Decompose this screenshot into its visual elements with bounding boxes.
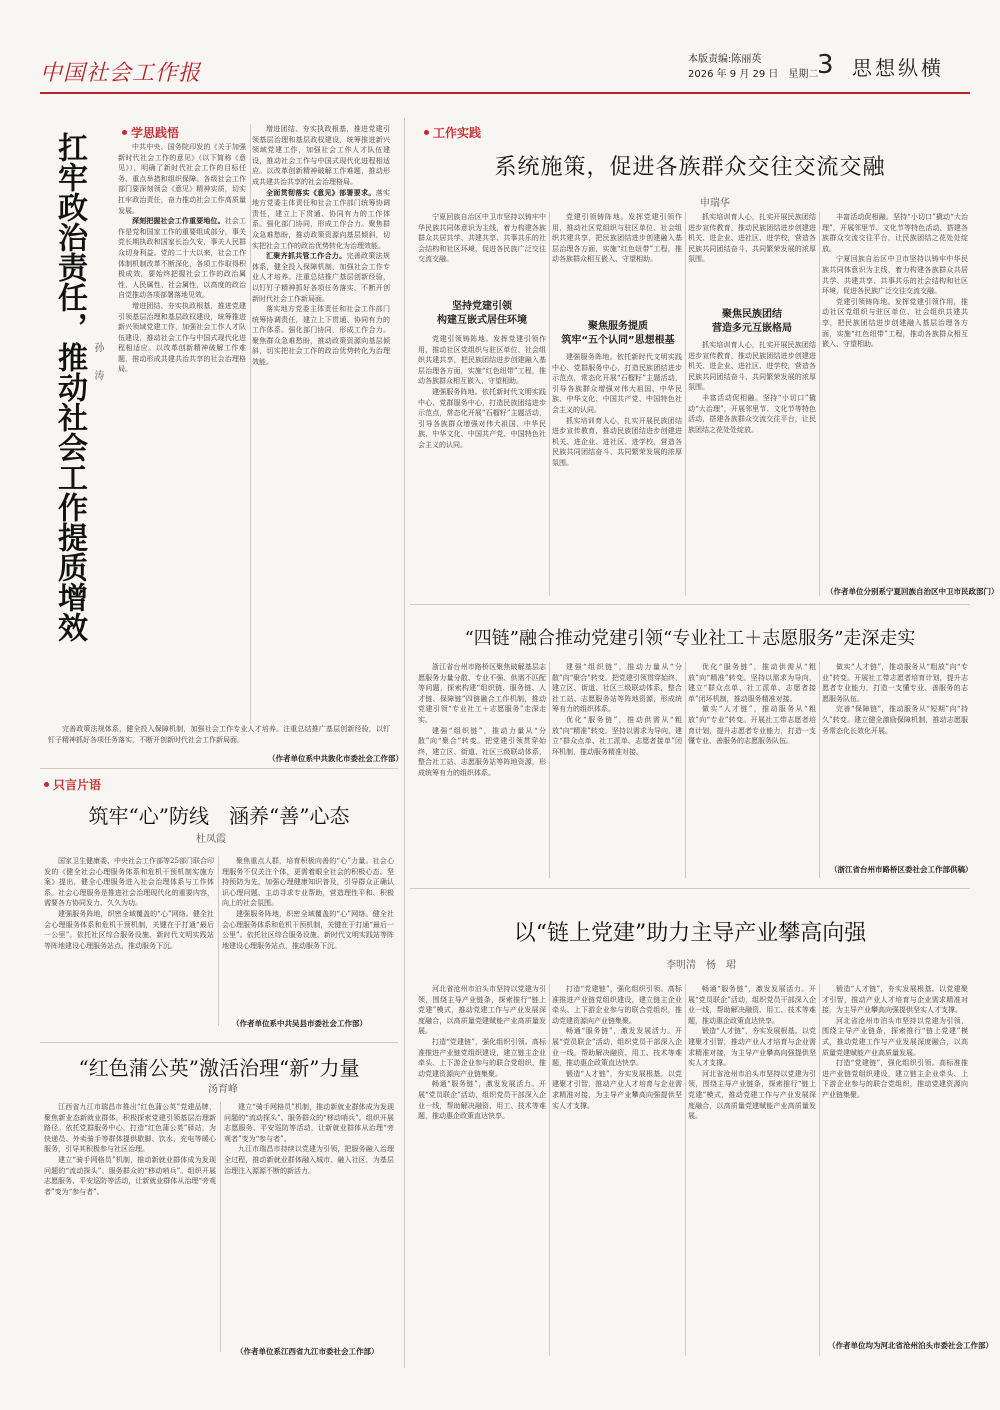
subheading: 深刻把握社会工作重要地位。: [132, 217, 225, 226]
industry-column-3: [688, 984, 816, 1354]
column-title: 思想纵横: [852, 56, 944, 80]
paragraph: 优化“服务链”，推动供需从“粗放”向“精准”转变。坚持以需求为导向，建立“群众点单、社工派单、志愿者接单”闭环机制，推动服务精准对接。: [688, 663, 816, 703]
chain-column-1: [418, 662, 546, 874]
paragraph: 建强服务阵地。依托新时代文明实践中心、党群服务中心，打造民族团结进步示范点，常态化开展“石榴籽”主题活动，引导各族群众增强对伟大祖国、中华民族、中华文化、中国共产党、中国特色社会主义的认同。: [418, 387, 546, 449]
paragraph: 建立“骑手网格员”机制，推动新就业群体成为发现问题的“流动探头”、服务群众的“移动哨兵”。组织开展志愿服务、平安巡防等活动，让新就业群体从治理“旁观者”变为“参与者”。: [224, 1103, 394, 1143]
paragraph: 打造“党建链”，强化组织引领。高标准推进产业链党组织建设，建立链主企业牵头、上下游企业参与的联合党组织，推动党建资源向产业链集聚。: [552, 985, 682, 1025]
section-tag-practice: 工作实践: [424, 124, 481, 141]
page-divider: [404, 118, 405, 1368]
practice-column-1: [418, 334, 546, 594]
paragraph: 畅通“服务链”，激发发展活力。开展“党员联企”活动，组织党员干部深入企业一线，帮助解决融资、用工、技术等难题，推动惠企政策直达快享。: [418, 1080, 546, 1121]
left-column-2: [252, 124, 390, 724]
speak-column-4: [224, 1102, 394, 1342]
speak-signature-1: （作者单位系中共吴县市委社会工作部）: [232, 1019, 367, 1028]
paragraph: 河北省沧州市泊头市坚持以党建为引领，围绕主导产业链条，探索推行“链上党建”模式，推动党建工作与产业发展深度融合，以高质量党建赋能产业高质量发展。: [418, 985, 546, 1036]
section-tag-speak: 只言片语: [44, 776, 101, 793]
paragraph: 增进团结、夯实执政根基，推进党建引领基层治理和基层政权建设，统筹推进新兴领域党建工作，加强社会工作人才队伍建设，推动社会工作与中国式现代化进程相适应。以改革创新精神破解工作难题，推动形成共建共治共享的社会治理格局。: [252, 125, 390, 186]
industry-column-4: [822, 984, 968, 1334]
column-divider: [250, 124, 251, 724]
section-divider: [410, 888, 970, 889]
speak-headline-1: 筑牢“心”防线 涵养“善”心态: [88, 804, 350, 828]
subheading: 汇聚齐抓共管工作合力。: [266, 252, 347, 261]
paragraph: 建强“组织链”，推动力量从“分散”向“聚合”转变。把党建引领贯穿始终，建立区、街道、社区三级联动体系，整合社工站、志愿服务站等阵地资源，形成统筹有力的组织体系。: [552, 663, 682, 714]
industry-column-2: [552, 984, 682, 1354]
speak-headline-2: “红色蒲公英”激活治理“新”力量: [78, 1056, 360, 1080]
paragraph: 党建引领铸阵地。发挥党建引领作用，推动社区党组织与驻区单位、社会组织共建共享，把民族团结进步创建融入基层治理各方面，实施“红色纽带”工程，推动各族群众相互嵌入、守望相助。: [822, 297, 968, 349]
paragraph: 九江市瑞昌市持续以党建为引领，把服务融入治理全过程，推动新就业群体融入城市、融入社区，为基层治理注入源源不断的新活力。: [224, 1145, 394, 1175]
masthead: [40, 52, 970, 104]
practice-column-2a: [552, 212, 682, 312]
chain-column-3: [688, 662, 816, 874]
paragraph: 增进团结、夯实执政根基，推进党建引领基层治理和基层政权建设，统筹推进新兴领域党建工作，加强社会工作人才队伍建设，推动社会工作与中国式现代化进程相适应。以改革创新精神破解工作难题，推动形成共建共治共享的社会治理格局。: [118, 301, 246, 374]
paragraph: 丰富活动促相融。坚持“小切口”撬动“大治理”，开展邻里节、文化节等特色活动，搭建各族群众交流交往平台，让民族团结之花处处绽放。: [822, 213, 968, 253]
paragraph: 锻造“人才链”，夯实发展根基。以党建聚才引智，推动产业人才培育与企业需求精准对接，为主导产业攀高向强提供坚实人才支撑。: [822, 985, 968, 1015]
paragraph: 抓实培训育人心，扎实开展民族团结进步宣传教育，推动民族团结进步创建进机关、进企业、进社区、进学校，营造各民族共同团结奋斗、共同繁荣发展的浓厚氛围。: [688, 213, 816, 264]
section-divider: [40, 1042, 398, 1043]
practice-column-4: [822, 212, 968, 584]
speak-column-2: [222, 856, 394, 1014]
tag-dot-icon: [424, 130, 429, 135]
paragraph: 中共中央、国务院印发的《关于加强新时代社会工作的意见》（以下简称《意见》），明确了新时代社会工作的目标任务、重点举措和组织保障。各级社会工作部门要深刻领会《意见》精神实质，切实扛牢政治责任，奋力推动社会工作高质量发展。: [118, 143, 246, 215]
paragraph: 抓实培训育人心，扎实开展民族团结进步宣传教育，推动民族团结进步创建进机关、进企业、进社区、进学校，营造各民族共同团结奋斗、共同繁荣发展的浓厚氛围。: [552, 416, 682, 467]
paragraph: 落实地方党委主体责任和社会工作部门统筹协调责任，建立上下贯通、协同有力的工作体系。强化部门协同，形成工作合力。聚焦群众急难愁盼，推动政策资源向基层倾斜，切实把社会工作的政治优势转化为治理效能。: [252, 188, 390, 250]
paragraph: 党建引领铸阵地。发挥党建引领作用，推动社区党组织与驻区单位、社会组织共建共享，把民族团结进步创建融入基层治理各方面，实施“红色纽带”工程，推动各族群众相互嵌入、守望相助。: [552, 213, 682, 264]
paragraph: 江西省九江市瑞昌市推出“红色蒲公英”党建品牌，聚焦新业态新就业群体，积极探索党建引领基层治理新路径。依托党群服务中心，打造“红色蒲公英”驿站，为快递员、外卖骑手等群体提供歇脚、饮水、充电等暖心服务，引导其积极参与社区治理。: [44, 1103, 216, 1154]
paragraph: 建立“骑手网格员”机制，推动新就业群体成为发现问题的“流动探头”、服务群众的“移动哨兵”。组织开展志愿服务、平安巡防等活动，让新就业群体从治理“旁观者”变为“参与者”。: [44, 1155, 216, 1196]
paragraph: 建强服务阵地，织密全域覆盖的“心”网络。健全社会心理服务体系和危机干预机制，关键在于打通“最后一公里”。依托社区综合服务设施、新时代文明实践站等阵地建设心理服务站点，推动服务下沉。: [44, 909, 214, 950]
practice-subheading-c: 聚焦民族团结 营造多元互嵌格局: [712, 309, 792, 334]
column-divider: [685, 212, 686, 596]
tag-dot-icon: [44, 782, 49, 787]
paragraph: 党建引领铸阵地。发挥党建引领作用，推动社区党组织与驻区单位、社会组织共建共享，把民族团结进步创建融入基层治理各方面，实施“红色纽带”工程，推动各族群众相互嵌入、守望相助。: [418, 335, 546, 386]
column-divider: [549, 662, 550, 878]
speak-signature-2: （作者单位系江西省九江市委社会工作部）: [236, 1347, 379, 1356]
paragraph: 落实地方党委主体责任和社会工作部门统筹协调责任，建立上下贯通、协同有力的工作体系。强化部门协同，形成工作合力。聚焦群众急难愁盼，推动政策资源向基层倾斜，切实把社会工作的政治优势转化为治理效能。: [252, 305, 390, 367]
paragraph: 浙江省台州市路桥区聚焦破解基层志愿服务力量分散、专业不强、供需不匹配等问题，探索构建“组织链、服务链、人才链、保障链”四链融合工作机制，推动党建引领“专业社工＋志愿服务”走深走实。: [418, 663, 546, 724]
practice-column-3b: [688, 340, 816, 592]
speak-author-2: 汤育峰: [208, 1084, 238, 1095]
subheading: 全面贯彻落实《意见》部署要求。: [266, 188, 376, 197]
paragraph: 河北省沧州市泊头市坚持以党建为引领，围绕主导产业链条，探索推行“链上党建”模式，推动党建工作与产业发展深度融合，以高质量党建赋能产业高质量发展。: [822, 1016, 968, 1057]
column-divider: [819, 662, 820, 878]
section-divider: [410, 604, 970, 605]
practice-headline: 系统施策，促进各族群众交往交流交融: [494, 155, 886, 180]
issue-date: 2026 年 9 月 29 日 星期二: [688, 69, 819, 80]
page-number: 3: [817, 50, 834, 80]
paragraph: 聚焦重点人群，培育积极向善的“心”力量。社会心理服务不仅关注个体，更需着眼全社会的积极心态。坚持预防为先，加强心理健康知识普及，引导群众正确认识心理问题、主动寻求专业帮助，营造理性平和、积极向上的社会氛围。: [222, 857, 394, 908]
paragraph: 做实“人才链”，推动服务从“粗放”向“专业”转变。开展社工带志愿者培育计划，提升志愿者专业能力，打造一支懂专业、善服务的志愿服务队伍。: [688, 705, 816, 746]
left-column-tail: [48, 724, 390, 748]
section-divider: [40, 768, 398, 769]
speak-column-3: [44, 1102, 216, 1354]
paragraph: 建强“组织链”，推动力量从“分散”向“聚合”转变。把党建引领贯穿始终，建立区、街道、社区三级联动体系，整合社工站、志愿服务站等阵地资源，形成统筹有力的组织体系。: [418, 726, 546, 777]
left-author: 孙 涛: [92, 342, 103, 384]
paragraph: 国家卫生健康委、中央社会工作部等25部门联合印发的《健全社会心理服务体系和危机干预机制实施方案》提出，健全心理服务进入社会治理体系与工作体系。社会心理服务是推进社会治理现代化的重要内容，需要各方协同发力、久久为功。: [44, 857, 214, 908]
section-tag-study: 学思践悟: [122, 124, 179, 141]
chain-headline: “四链”融合推动党建引领“专业社工＋志愿服务”走深走实: [464, 628, 916, 649]
column-divider: [685, 662, 686, 878]
column-divider: [220, 1102, 221, 1352]
paragraph: 锻造“人才链”，夯实发展根基。以党建聚才引智，推动产业人才培育与企业需求精准对接，为主导产业攀高向强提供坚实人才支撑。: [552, 1069, 682, 1110]
practice-column-3a: [688, 212, 816, 312]
paragraph: 宁夏回族自治区中卫市坚持以铸牢中华民族共同体意识为主线，着力构建各族群众共居共学、共建共享、共事共乐的社会结构和社区环境，促进各民族广泛交往交流交融。: [822, 255, 968, 296]
masthead-rule: [40, 92, 970, 94]
left-column-1: [118, 142, 246, 722]
paragraph: 社会工作是党和国家工作的重要组成部分，事关党长期执政和国家长治久安，事关人民群众切身利益。党的二十大以来，社会工作体制机制改革不断深化，各项工作取得积极成效，要始终把握社会工作的政治属性、人民属性、社会属性，以高度的政治自觉推动各项部署落地见效。: [118, 217, 246, 300]
paragraph: 河北省沧州市泊头市坚持以党建为引领，围绕主导产业链条，探索推行“链上党建”模式，推动党建工作与产业发展深度融合，以高质量党建赋能产业高质量发展。: [688, 1069, 816, 1121]
practice-subheading-a: 坚持党建引领 构建互嵌式居住环境: [437, 301, 527, 326]
speak-author-1: 杜凤霞: [196, 834, 226, 845]
paragraph: 完善“保障链”，推动服务从“短期”向“持久”转变。建立健全激励保障机制，推动志愿服务常态化长效化开展。: [822, 705, 968, 735]
industry-column-1: [418, 984, 546, 1354]
paragraph: 畅通“服务链”，激发发展活力。开展“党员联企”活动，组织党员干部深入企业一线，帮助解决融资、用工、技术等难题，推动惠企政策直达快享。: [552, 1027, 682, 1068]
speak-column-1: [44, 856, 214, 1022]
column-divider: [819, 984, 820, 1356]
paragraph: 打造“党建链”，强化组织引领。高标准推进产业链党组织建设，建立链主企业牵头、上下游企业参与的联合党组织，推动党建资源向产业链集聚。: [822, 1059, 968, 1099]
paragraph: 抓实培训育人心，扎实开展民族团结进步宣传教育，推动民族团结进步创建进机关、进企业、进社区、进学校，营造各民族共同团结奋斗、共同繁荣发展的浓厚氛围。: [688, 341, 816, 392]
paragraph: 建强服务阵地。依托新时代文明实践中心、党群服务中心，打造民族团结进步示范点，常态化开展“石榴籽”主题活动，引导各族群众增强对伟大祖国、中华民族、中华文化、中国共产党、中国特色社会主义的认同。: [552, 353, 682, 414]
paragraph: 建强服务阵地，织密全域覆盖的“心”网络。健全社会心理服务体系和危机干预机制，关键在于打通“最后一公里”。依托社区综合服务设施、新时代文明实践站等阵地建设心理服务站点，推动服务下沉。: [222, 909, 394, 950]
paragraph: 丰富活动促相融。坚持“小切口”撬动“大治理”，开展邻里节、文化节等特色活动，搭建各族群众交流交往平台，让民族团结之花处处绽放。: [688, 393, 816, 434]
column-divider: [819, 212, 820, 596]
paragraph: 做实“人才链”，推动服务从“粗放”向“专业”转变。开展社工带志愿者培育计划，提升志愿者专业能力，打造一支懂专业、善服务的志愿服务队伍。: [822, 663, 968, 703]
column-divider: [218, 856, 219, 1026]
newspaper-logo: 中国社会工作报: [40, 61, 202, 86]
left-headline: 扛牢政治责任，推动社会工作提质增效: [52, 132, 87, 642]
tag-dot-icon: [122, 130, 127, 135]
paragraph: 锻造“人才链”，夯实发展根基。以党建聚才引智，推动产业人才培育与企业需求精准对接，为主导产业攀高向强提供坚实人才支撑。: [688, 1027, 816, 1068]
industry-headline: 以“链上党建”助力主导产业攀高向强: [513, 921, 867, 946]
practice-column-2b: [552, 352, 682, 590]
masthead-meta: [688, 52, 818, 82]
practice-author: 申瑞华: [700, 198, 730, 209]
practice-signature: （作者单位分别系宁夏回族自治区中卫市民政部门）: [826, 587, 999, 596]
chain-column-4: [822, 662, 968, 862]
left-signature: （作者单位系中共敦化市委社会工作部）: [268, 754, 403, 763]
paragraph: 打造“党建链”，强化组织引领。高标准推进产业链党组织建设，建立链主企业牵头、上下游企业参与的联合党组织，推动党建资源向产业链集聚。: [418, 1037, 546, 1078]
column-divider: [685, 984, 686, 1356]
industry-author: 李明清 杨 珺: [666, 960, 736, 971]
practice-subheading-b: 聚焦服务提质 筑牢“五个认同”思想根基: [561, 321, 675, 346]
industry-signature: （作者单位均为河北省沧州泊头市委社会工作部）: [828, 1341, 993, 1350]
practice-intro: [418, 212, 546, 298]
chain-signature: （浙江省台州市路桥区委社会工作部供稿）: [830, 865, 973, 874]
chain-column-2: [552, 662, 682, 874]
paragraph: 畅通“服务链”，激发发展活力。开展“党员联企”活动，组织党员干部深入企业一线，帮助解决融资、用工、技术等难题，推动惠企政策直达快享。: [688, 985, 816, 1025]
paragraph: 完善政策法规体系，健全投入保障机制，加强社会工作专业人才培养。注重总结推广基层创新经验，以钉钉子精神抓好各项任务落实，不断开创新时代社会工作新局面。: [48, 725, 390, 744]
column-divider: [549, 212, 550, 596]
editor-credit: 本版责编:陈丽英: [688, 54, 762, 65]
paragraph: 宁夏回族自治区中卫市坚持以铸牢中华民族共同体意识为主线，着力构建各族群众共居共学、共建共享、共事共乐的社会结构和社区环境，促进各民族广泛交往交流交融。: [418, 213, 546, 264]
paragraph: 优化“服务链”，推动供需从“粗放”向“精准”转变。坚持以需求为导向，建立“群众点单、社工派单、志愿者接单”闭环机制，推动服务精准对接。: [552, 715, 682, 756]
paragraph: 完善政策法规体系，健全投入保障机制，加强社会工作专业人才培养。注重总结推广基层创新经验，以钉钉子精神抓好各项任务落实，不断开创新时代社会工作新局面。: [252, 252, 390, 303]
column-divider: [549, 984, 550, 1356]
